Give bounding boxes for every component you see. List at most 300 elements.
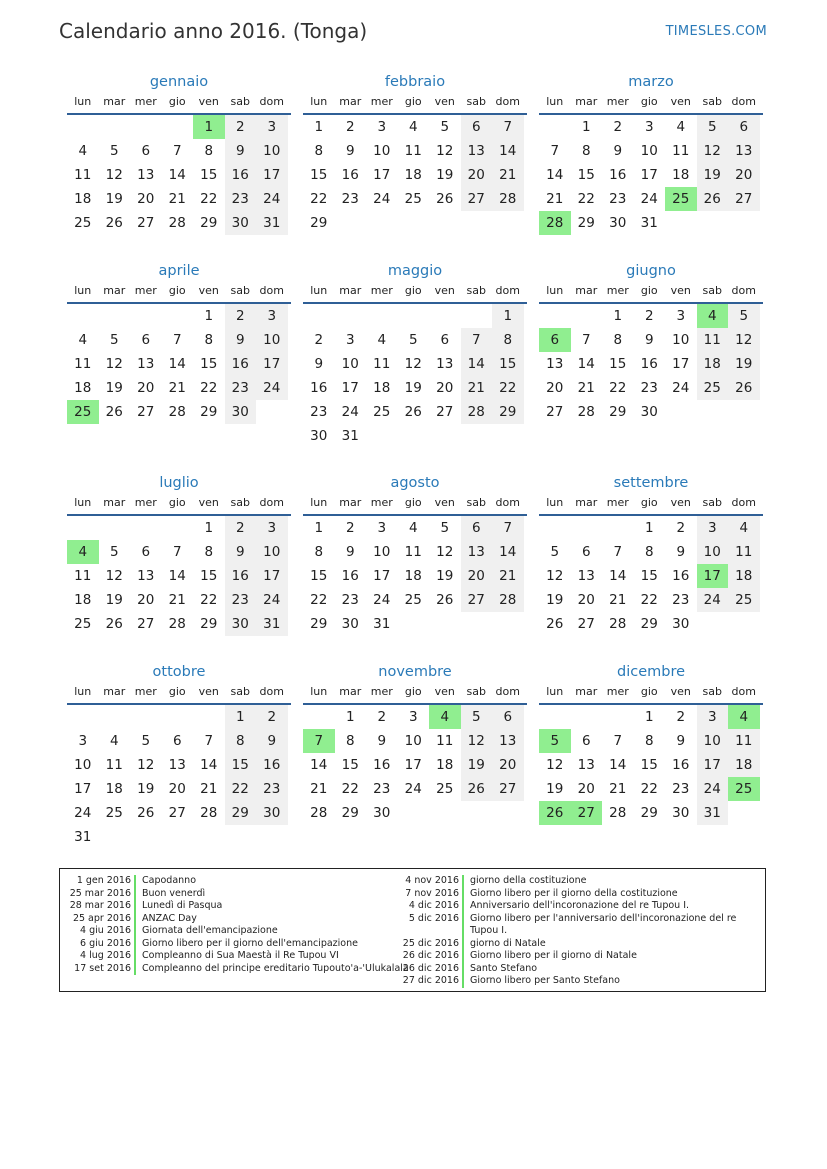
day-cell[interactable]: 2 xyxy=(644,308,654,324)
day-cell[interactable]: 28 xyxy=(609,616,627,632)
day-cell[interactable]: 3 xyxy=(408,709,418,725)
day-cell[interactable]: 3 xyxy=(256,115,288,139)
day-cell[interactable]: 15 xyxy=(341,757,359,773)
day-cell[interactable]: 23 xyxy=(640,380,658,396)
day-cell[interactable]: 29 xyxy=(200,215,218,231)
day-cell[interactable]: 29 xyxy=(640,805,658,821)
day-cell[interactable]: 27 xyxy=(461,187,493,211)
day-cell[interactable]: 21 xyxy=(168,380,186,396)
day-cell[interactable]: 14 xyxy=(609,568,627,584)
day-cell[interactable]: 23 xyxy=(609,191,627,207)
day-cell[interactable]: 30 xyxy=(256,801,288,825)
day-cell[interactable]: 21 xyxy=(492,564,524,588)
day-cell[interactable]: 8 xyxy=(581,143,591,159)
day-cell[interactable]: 6 xyxy=(461,516,493,540)
day-cell[interactable]: 12 xyxy=(137,757,155,773)
day-cell[interactable]: 15 xyxy=(609,356,627,372)
day-cell[interactable]: 14 xyxy=(168,568,186,584)
day-cell[interactable]: 27 xyxy=(137,215,155,231)
day-cell[interactable]: 14 xyxy=(492,540,524,564)
day-cell[interactable]: 8 xyxy=(314,143,324,159)
day-cell[interactable]: 23 xyxy=(341,191,359,207)
day-cell[interactable]: 6 xyxy=(440,332,450,348)
day-cell[interactable]: 8 xyxy=(613,332,623,348)
day-cell[interactable]: 26 xyxy=(105,404,123,420)
day-cell[interactable]: 8 xyxy=(204,544,214,560)
day-cell[interactable]: 6 xyxy=(172,733,182,749)
day-cell[interactable]: 2 xyxy=(256,705,288,729)
day-cell[interactable]: 5 xyxy=(440,119,450,135)
day-cell[interactable]: 11 xyxy=(404,143,422,159)
day-cell[interactable]: 14 xyxy=(609,757,627,773)
day-cell[interactable]: 14 xyxy=(310,757,328,773)
day-cell[interactable]: 9 xyxy=(225,540,257,564)
day-cell[interactable]: 31 xyxy=(74,829,92,845)
holiday-day[interactable]: 25 xyxy=(728,777,760,801)
day-cell[interactable]: 5 xyxy=(408,332,418,348)
day-cell[interactable]: 23 xyxy=(225,376,257,400)
day-cell[interactable]: 16 xyxy=(225,352,257,376)
day-cell[interactable]: 30 xyxy=(609,215,627,231)
day-cell[interactable]: 3 xyxy=(377,520,387,536)
day-cell[interactable]: 6 xyxy=(461,115,493,139)
day-cell[interactable]: 23 xyxy=(341,592,359,608)
day-cell[interactable]: 9 xyxy=(613,143,623,159)
day-cell[interactable]: 14 xyxy=(577,356,595,372)
day-cell[interactable]: 21 xyxy=(577,380,595,396)
day-cell[interactable]: 23 xyxy=(672,592,690,608)
day-cell[interactable]: 15 xyxy=(200,356,218,372)
day-cell[interactable]: 16 xyxy=(672,757,690,773)
day-cell[interactable]: 7 xyxy=(172,332,182,348)
day-cell[interactable]: 24 xyxy=(341,404,359,420)
day-cell[interactable]: 23 xyxy=(225,588,257,612)
day-cell[interactable]: 14 xyxy=(168,167,186,183)
day-cell[interactable]: 15 xyxy=(640,568,658,584)
day-cell[interactable]: 24 xyxy=(256,187,288,211)
day-cell[interactable]: 21 xyxy=(461,376,493,400)
day-cell[interactable]: 27 xyxy=(137,404,155,420)
day-cell[interactable]: 1 xyxy=(613,308,623,324)
holiday-day[interactable]: 1 xyxy=(193,115,225,139)
day-cell[interactable]: 10 xyxy=(256,328,288,352)
day-cell[interactable]: 10 xyxy=(256,139,288,163)
day-cell[interactable]: 11 xyxy=(728,729,760,753)
day-cell[interactable]: 19 xyxy=(105,191,123,207)
day-cell[interactable]: 30 xyxy=(640,404,658,420)
day-cell[interactable]: 11 xyxy=(728,540,760,564)
day-cell[interactable]: 3 xyxy=(256,304,288,328)
day-cell[interactable]: 24 xyxy=(373,191,391,207)
day-cell[interactable]: 15 xyxy=(577,167,595,183)
day-cell[interactable]: 12 xyxy=(728,328,760,352)
day-cell[interactable]: 22 xyxy=(310,191,328,207)
day-cell[interactable]: 15 xyxy=(200,167,218,183)
day-cell[interactable]: 10 xyxy=(373,544,391,560)
day-cell[interactable]: 26 xyxy=(105,215,123,231)
day-cell[interactable]: 24 xyxy=(672,380,690,396)
day-cell[interactable]: 18 xyxy=(404,167,422,183)
day-cell[interactable]: 2 xyxy=(345,520,355,536)
day-cell[interactable]: 18 xyxy=(373,380,391,396)
day-cell[interactable]: 7 xyxy=(613,544,623,560)
day-cell[interactable]: 10 xyxy=(697,729,729,753)
day-cell[interactable]: 14 xyxy=(492,139,524,163)
day-cell[interactable]: 18 xyxy=(74,592,92,608)
day-cell[interactable]: 29 xyxy=(577,215,595,231)
day-cell[interactable]: 22 xyxy=(310,592,328,608)
day-cell[interactable]: 2 xyxy=(314,332,324,348)
day-cell[interactable]: 4 xyxy=(728,516,760,540)
holiday-day[interactable]: 4 xyxy=(67,540,99,564)
day-cell[interactable]: 12 xyxy=(404,356,422,372)
day-cell[interactable]: 23 xyxy=(373,781,391,797)
day-cell[interactable]: 1 xyxy=(345,709,355,725)
day-cell[interactable]: 13 xyxy=(461,139,493,163)
day-cell[interactable]: 31 xyxy=(341,428,359,444)
day-cell[interactable]: 13 xyxy=(492,729,524,753)
day-cell[interactable]: 20 xyxy=(137,380,155,396)
day-cell[interactable]: 7 xyxy=(613,733,623,749)
day-cell[interactable]: 18 xyxy=(105,781,123,797)
day-cell[interactable]: 2 xyxy=(613,119,623,135)
day-cell[interactable]: 21 xyxy=(310,781,328,797)
day-cell[interactable]: 5 xyxy=(109,544,119,560)
day-cell[interactable]: 4 xyxy=(78,332,88,348)
day-cell[interactable]: 13 xyxy=(137,568,155,584)
day-cell[interactable]: 1 xyxy=(225,705,257,729)
day-cell[interactable]: 27 xyxy=(436,404,454,420)
day-cell[interactable]: 16 xyxy=(373,757,391,773)
day-cell[interactable]: 13 xyxy=(137,356,155,372)
day-cell[interactable]: 16 xyxy=(225,163,257,187)
day-cell[interactable]: 26 xyxy=(461,777,493,801)
day-cell[interactable]: 23 xyxy=(256,777,288,801)
day-cell[interactable]: 13 xyxy=(137,167,155,183)
day-cell[interactable]: 30 xyxy=(672,805,690,821)
day-cell[interactable]: 14 xyxy=(546,167,564,183)
day-cell[interactable]: 28 xyxy=(492,588,524,612)
day-cell[interactable]: 24 xyxy=(404,781,422,797)
day-cell[interactable]: 18 xyxy=(74,380,92,396)
day-cell[interactable]: 10 xyxy=(672,332,690,348)
day-cell[interactable]: 6 xyxy=(141,332,151,348)
holiday-day[interactable]: 28 xyxy=(539,211,571,235)
day-cell[interactable]: 16 xyxy=(225,564,257,588)
day-cell[interactable]: 20 xyxy=(728,163,760,187)
day-cell[interactable]: 20 xyxy=(137,592,155,608)
day-cell[interactable]: 28 xyxy=(168,404,186,420)
day-cell[interactable]: 20 xyxy=(168,781,186,797)
day-cell[interactable]: 19 xyxy=(105,592,123,608)
day-cell[interactable]: 30 xyxy=(310,428,328,444)
day-cell[interactable]: 11 xyxy=(373,356,391,372)
day-cell[interactable]: 19 xyxy=(728,352,760,376)
day-cell[interactable]: 16 xyxy=(310,380,328,396)
day-cell[interactable]: 19 xyxy=(105,380,123,396)
day-cell[interactable]: 21 xyxy=(609,592,627,608)
day-cell[interactable]: 31 xyxy=(256,612,288,636)
day-cell[interactable]: 28 xyxy=(200,805,218,821)
day-cell[interactable]: 13 xyxy=(436,356,454,372)
day-cell[interactable]: 13 xyxy=(168,757,186,773)
day-cell[interactable]: 5 xyxy=(550,544,560,560)
day-cell[interactable]: 22 xyxy=(341,781,359,797)
day-cell[interactable]: 12 xyxy=(105,356,123,372)
day-cell[interactable]: 21 xyxy=(546,191,564,207)
day-cell[interactable]: 19 xyxy=(436,167,454,183)
day-cell[interactable]: 29 xyxy=(200,404,218,420)
day-cell[interactable]: 15 xyxy=(640,757,658,773)
day-cell[interactable]: 15 xyxy=(310,167,328,183)
day-cell[interactable]: 3 xyxy=(697,516,729,540)
day-cell[interactable]: 28 xyxy=(168,215,186,231)
day-cell[interactable]: 29 xyxy=(310,215,328,231)
day-cell[interactable]: 31 xyxy=(256,211,288,235)
day-cell[interactable]: 15 xyxy=(200,568,218,584)
day-cell[interactable]: 13 xyxy=(577,757,595,773)
day-cell[interactable]: 9 xyxy=(644,332,654,348)
holiday-day[interactable]: 25 xyxy=(665,187,697,211)
day-cell[interactable]: 9 xyxy=(676,733,686,749)
day-cell[interactable]: 12 xyxy=(436,143,454,159)
day-cell[interactable]: 31 xyxy=(697,801,729,825)
day-cell[interactable]: 11 xyxy=(74,356,92,372)
day-cell[interactable]: 25 xyxy=(404,592,422,608)
day-cell[interactable]: 9 xyxy=(314,356,324,372)
day-cell[interactable]: 30 xyxy=(341,616,359,632)
day-cell[interactable]: 25 xyxy=(697,376,729,400)
day-cell[interactable]: 15 xyxy=(492,352,524,376)
day-cell[interactable]: 17 xyxy=(373,167,391,183)
day-cell[interactable]: 22 xyxy=(492,376,524,400)
day-cell[interactable]: 29 xyxy=(609,404,627,420)
day-cell[interactable]: 18 xyxy=(728,753,760,777)
day-cell[interactable]: 22 xyxy=(225,777,257,801)
day-cell[interactable]: 10 xyxy=(697,540,729,564)
day-cell[interactable]: 18 xyxy=(672,167,690,183)
day-cell[interactable]: 24 xyxy=(640,191,658,207)
day-cell[interactable]: 24 xyxy=(256,588,288,612)
day-cell[interactable]: 26 xyxy=(137,805,155,821)
day-cell[interactable]: 2 xyxy=(225,115,257,139)
day-cell[interactable]: 20 xyxy=(492,753,524,777)
day-cell[interactable]: 14 xyxy=(461,352,493,376)
day-cell[interactable]: 18 xyxy=(74,191,92,207)
day-cell[interactable]: 29 xyxy=(492,400,524,424)
day-cell[interactable]: 4 xyxy=(676,119,686,135)
day-cell[interactable]: 20 xyxy=(137,191,155,207)
day-cell[interactable]: 9 xyxy=(345,143,355,159)
day-cell[interactable]: 6 xyxy=(728,115,760,139)
day-cell[interactable]: 9 xyxy=(676,544,686,560)
day-cell[interactable]: 7 xyxy=(461,328,493,352)
day-cell[interactable]: 13 xyxy=(461,540,493,564)
day-cell[interactable]: 3 xyxy=(345,332,355,348)
day-cell[interactable]: 5 xyxy=(109,332,119,348)
day-cell[interactable]: 27 xyxy=(461,588,493,612)
day-cell[interactable]: 16 xyxy=(341,167,359,183)
day-cell[interactable]: 8 xyxy=(644,733,654,749)
day-cell[interactable]: 26 xyxy=(728,376,760,400)
day-cell[interactable]: 20 xyxy=(546,380,564,396)
day-cell[interactable]: 22 xyxy=(640,592,658,608)
holiday-day[interactable]: 4 xyxy=(697,304,729,328)
day-cell[interactable]: 17 xyxy=(373,568,391,584)
day-cell[interactable]: 7 xyxy=(492,516,524,540)
day-cell[interactable]: 16 xyxy=(609,167,627,183)
day-cell[interactable]: 24 xyxy=(256,376,288,400)
day-cell[interactable]: 8 xyxy=(225,729,257,753)
day-cell[interactable]: 13 xyxy=(577,568,595,584)
day-cell[interactable]: 22 xyxy=(200,191,218,207)
day-cell[interactable]: 28 xyxy=(492,187,524,211)
day-cell[interactable]: 19 xyxy=(546,592,564,608)
day-cell[interactable]: 27 xyxy=(728,187,760,211)
day-cell[interactable]: 16 xyxy=(672,568,690,584)
day-cell[interactable]: 12 xyxy=(436,544,454,560)
day-cell[interactable]: 3 xyxy=(256,516,288,540)
holiday-day[interactable]: 5 xyxy=(539,729,571,753)
day-cell[interactable]: 17 xyxy=(404,757,422,773)
day-cell[interactable]: 19 xyxy=(137,781,155,797)
day-cell[interactable]: 26 xyxy=(404,404,422,420)
brand-link[interactable]: TIMESLES.COM xyxy=(665,24,767,39)
day-cell[interactable]: 20 xyxy=(577,781,595,797)
day-cell[interactable]: 22 xyxy=(577,191,595,207)
day-cell[interactable]: 24 xyxy=(697,777,729,801)
day-cell[interactable]: 24 xyxy=(74,805,92,821)
holiday-day[interactable]: 27 xyxy=(571,801,603,825)
day-cell[interactable]: 3 xyxy=(697,705,729,729)
day-cell[interactable]: 29 xyxy=(310,616,328,632)
day-cell[interactable]: 26 xyxy=(546,616,564,632)
day-cell[interactable]: 28 xyxy=(310,805,328,821)
day-cell[interactable]: 21 xyxy=(609,781,627,797)
day-cell[interactable]: 5 xyxy=(440,520,450,536)
day-cell[interactable]: 9 xyxy=(256,729,288,753)
day-cell[interactable]: 31 xyxy=(640,215,658,231)
day-cell[interactable]: 25 xyxy=(74,616,92,632)
day-cell[interactable]: 4 xyxy=(408,119,418,135)
day-cell[interactable]: 1 xyxy=(581,119,591,135)
day-cell[interactable]: 12 xyxy=(546,568,564,584)
day-cell[interactable]: 17 xyxy=(672,356,690,372)
day-cell[interactable]: 10 xyxy=(373,143,391,159)
day-cell[interactable]: 12 xyxy=(546,757,564,773)
day-cell[interactable]: 7 xyxy=(172,143,182,159)
day-cell[interactable]: 5 xyxy=(461,705,493,729)
day-cell[interactable]: 2 xyxy=(676,520,686,536)
day-cell[interactable]: 2 xyxy=(676,709,686,725)
day-cell[interactable]: 22 xyxy=(640,781,658,797)
day-cell[interactable]: 29 xyxy=(640,616,658,632)
day-cell[interactable]: 7 xyxy=(492,115,524,139)
day-cell[interactable]: 28 xyxy=(609,805,627,821)
day-cell[interactable]: 5 xyxy=(697,115,729,139)
day-cell[interactable]: 16 xyxy=(341,568,359,584)
day-cell[interactable]: 9 xyxy=(225,328,257,352)
day-cell[interactable]: 5 xyxy=(109,143,119,159)
day-cell[interactable]: 12 xyxy=(105,568,123,584)
day-cell[interactable]: 6 xyxy=(141,143,151,159)
day-cell[interactable]: 9 xyxy=(225,139,257,163)
day-cell[interactable]: 28 xyxy=(461,400,493,424)
day-cell[interactable]: 11 xyxy=(105,757,123,773)
day-cell[interactable]: 20 xyxy=(436,380,454,396)
day-cell[interactable]: 4 xyxy=(408,520,418,536)
day-cell[interactable]: 14 xyxy=(168,356,186,372)
day-cell[interactable]: 30 xyxy=(373,805,391,821)
day-cell[interactable]: 30 xyxy=(225,211,257,235)
day-cell[interactable]: 28 xyxy=(577,404,595,420)
day-cell[interactable]: 16 xyxy=(640,356,658,372)
day-cell[interactable]: 11 xyxy=(672,143,690,159)
day-cell[interactable]: 10 xyxy=(256,540,288,564)
holiday-day[interactable]: 4 xyxy=(728,705,760,729)
day-cell[interactable]: 26 xyxy=(697,187,729,211)
holiday-day[interactable]: 7 xyxy=(303,729,335,753)
day-cell[interactable]: 29 xyxy=(225,801,257,825)
day-cell[interactable]: 19 xyxy=(404,380,422,396)
holiday-day[interactable]: 26 xyxy=(539,801,571,825)
day-cell[interactable]: 23 xyxy=(225,187,257,211)
day-cell[interactable]: 27 xyxy=(137,616,155,632)
day-cell[interactable]: 6 xyxy=(581,544,591,560)
day-cell[interactable]: 16 xyxy=(256,753,288,777)
day-cell[interactable]: 6 xyxy=(141,544,151,560)
day-cell[interactable]: 8 xyxy=(492,328,524,352)
day-cell[interactable]: 3 xyxy=(377,119,387,135)
day-cell[interactable]: 27 xyxy=(168,805,186,821)
day-cell[interactable]: 6 xyxy=(492,705,524,729)
day-cell[interactable]: 22 xyxy=(609,380,627,396)
day-cell[interactable]: 5 xyxy=(141,733,151,749)
day-cell[interactable]: 20 xyxy=(461,163,493,187)
day-cell[interactable]: 26 xyxy=(105,616,123,632)
day-cell[interactable]: 2 xyxy=(345,119,355,135)
day-cell[interactable]: 8 xyxy=(644,544,654,560)
day-cell[interactable]: 14 xyxy=(200,757,218,773)
day-cell[interactable]: 19 xyxy=(697,163,729,187)
day-cell[interactable]: 8 xyxy=(204,143,214,159)
day-cell[interactable]: 10 xyxy=(341,356,359,372)
day-cell[interactable]: 20 xyxy=(461,564,493,588)
day-cell[interactable]: 18 xyxy=(404,568,422,584)
day-cell[interactable]: 4 xyxy=(377,332,387,348)
day-cell[interactable]: 10 xyxy=(404,733,422,749)
day-cell[interactable]: 25 xyxy=(728,588,760,612)
day-cell[interactable]: 1 xyxy=(644,709,654,725)
day-cell[interactable]: 24 xyxy=(697,588,729,612)
day-cell[interactable]: 7 xyxy=(172,544,182,560)
holiday-day[interactable]: 6 xyxy=(539,328,571,352)
day-cell[interactable]: 26 xyxy=(436,592,454,608)
day-cell[interactable]: 29 xyxy=(341,805,359,821)
day-cell[interactable]: 17 xyxy=(256,352,288,376)
day-cell[interactable]: 21 xyxy=(200,781,218,797)
day-cell[interactable]: 8 xyxy=(345,733,355,749)
day-cell[interactable]: 8 xyxy=(314,544,324,560)
day-cell[interactable]: 18 xyxy=(697,352,729,376)
day-cell[interactable]: 9 xyxy=(377,733,387,749)
day-cell[interactable]: 7 xyxy=(550,143,560,159)
day-cell[interactable]: 25 xyxy=(404,191,422,207)
day-cell[interactable]: 25 xyxy=(373,404,391,420)
day-cell[interactable]: 11 xyxy=(404,544,422,560)
day-cell[interactable]: 24 xyxy=(373,592,391,608)
day-cell[interactable]: 21 xyxy=(168,592,186,608)
